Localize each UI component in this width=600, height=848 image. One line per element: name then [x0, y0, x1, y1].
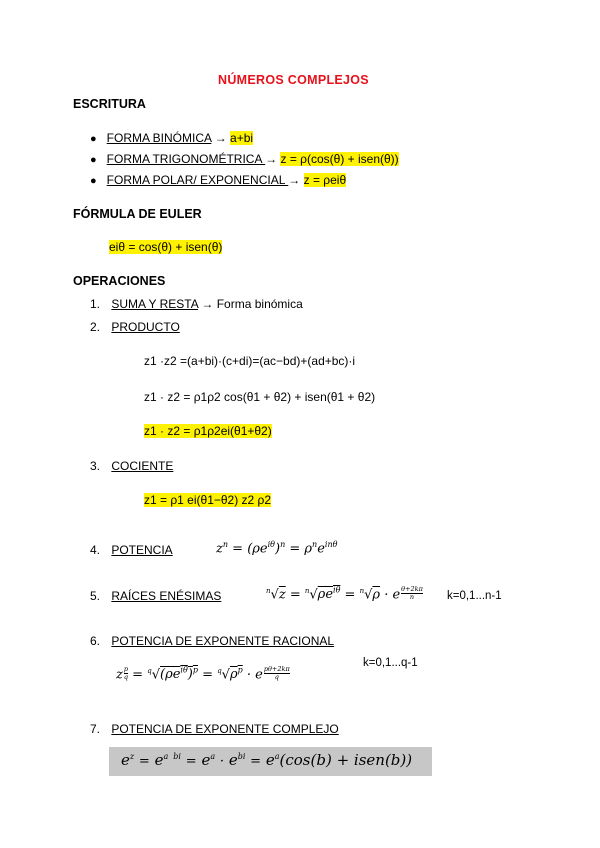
- item-number: 6.: [90, 634, 101, 648]
- raices-formula: $^n√z = ^n√\rho e^{i\theta} = ^n√\rho \cdot e$ $\frac{\theta+2k\pi}{n}$: [266, 585, 423, 603]
- potencia-compleja-formula-box: [109, 747, 432, 776]
- list-item: [90, 589, 221, 603]
- potencia-compleja-formula: $e^z = e^{a bi} = e^a \cdot e^{bi} = e^a(\cos(b)$ + isen(b)): [121, 751, 413, 769]
- potencia-label: POTENCIA: [111, 543, 173, 557]
- bullet-icon: ●: [90, 154, 97, 166]
- item-number: 7.: [90, 722, 101, 736]
- potencia-racional-k-range: k=0,1...q-1: [363, 657, 418, 669]
- arrow-icon: →: [265, 152, 278, 166]
- forma-trigonometrica-value: z = ρ(cos(θ) + isen(θ)): [280, 152, 399, 166]
- item-number: 4.: [90, 543, 101, 557]
- potencia-racional-formula: z $\frac{p}{q}$ = $^q√(\rho e^{i\theta})^p = ^q√\rho^p \cdot e$ $\frac{p\theta+2k\pi}{q}$: [116, 665, 290, 683]
- bullet-icon: ●: [90, 175, 97, 187]
- forma-polar-label: FORMA POLAR/ EXPONENCIAL: [106, 173, 289, 187]
- euler-formula: eiθ = cos(θ) + isen(θ): [109, 240, 223, 254]
- list-item: [90, 152, 399, 166]
- potencia-racional-label: POTENCIA DE EXPONENTE RACIONAL: [111, 634, 335, 648]
- arrow-icon: →: [201, 297, 214, 311]
- producto-label: PRODUCTO: [111, 320, 180, 334]
- potencia-formula: $z^n = (\rho e^{i\theta})^n = \rho^ne^{in\theta}$: [216, 540, 338, 557]
- item-number: 3.: [90, 459, 101, 473]
- suma-resta-text: Forma binómica: [213, 297, 303, 311]
- section-heading-escritura: ESCRITURA: [73, 97, 146, 111]
- list-item: [90, 634, 334, 648]
- arrow-icon: →: [288, 173, 301, 187]
- list-item: [90, 297, 303, 311]
- list-item: [90, 320, 180, 334]
- producto-formula-polar: z1 · z2 = ρ1ρ2ei(θ1+θ2): [144, 424, 272, 438]
- item-number: 1.: [90, 297, 101, 311]
- producto-formula-trigonometrica: z1 · z2 = ρ1ρ2 cos(θ1 + θ2) + isen(θ1 + θ2): [144, 390, 376, 404]
- forma-binomica-label: FORMA BINÓMICA: [106, 131, 212, 145]
- cociente-label: COCIENTE: [111, 459, 174, 473]
- forma-binomica-value: a+bi: [230, 131, 254, 145]
- forma-polar-value: z = ρeiθ: [303, 173, 347, 187]
- suma-resta-label: SUMA Y RESTA: [111, 297, 199, 311]
- item-number: 2.: [90, 320, 101, 334]
- bullet-icon: ●: [90, 133, 97, 145]
- list-item: [90, 722, 339, 736]
- item-number: 5.: [90, 589, 101, 603]
- forma-trigonometrica-label: FORMA TRIGONOMÉTRICA: [106, 152, 266, 166]
- raices-label: RAÍCES ENÉSIMAS: [111, 589, 222, 603]
- list-item: [90, 459, 173, 473]
- arrow-icon: →: [214, 131, 227, 145]
- list-item: [90, 173, 346, 187]
- producto-formula-binomica: z1 ·z2 =(a+bi)·(c+di)=(ac−bd)+(ad+bc)·i: [144, 354, 356, 368]
- list-item: [90, 131, 253, 145]
- potencia-compleja-label: POTENCIA DE EXPONENTE COMPLEJO: [111, 722, 339, 736]
- section-heading-operaciones: OPERACIONES: [73, 274, 166, 288]
- raices-k-range: k=0,1...n-1: [447, 590, 502, 602]
- page-title: NÚMEROS COMPLEJOS: [218, 73, 369, 87]
- cociente-formula: z1 = ρ1 ei(θ1−θ2) z2 ρ2: [144, 493, 272, 507]
- list-item: [90, 543, 173, 557]
- section-heading-euler: FÓRMULA DE EULER: [73, 207, 202, 221]
